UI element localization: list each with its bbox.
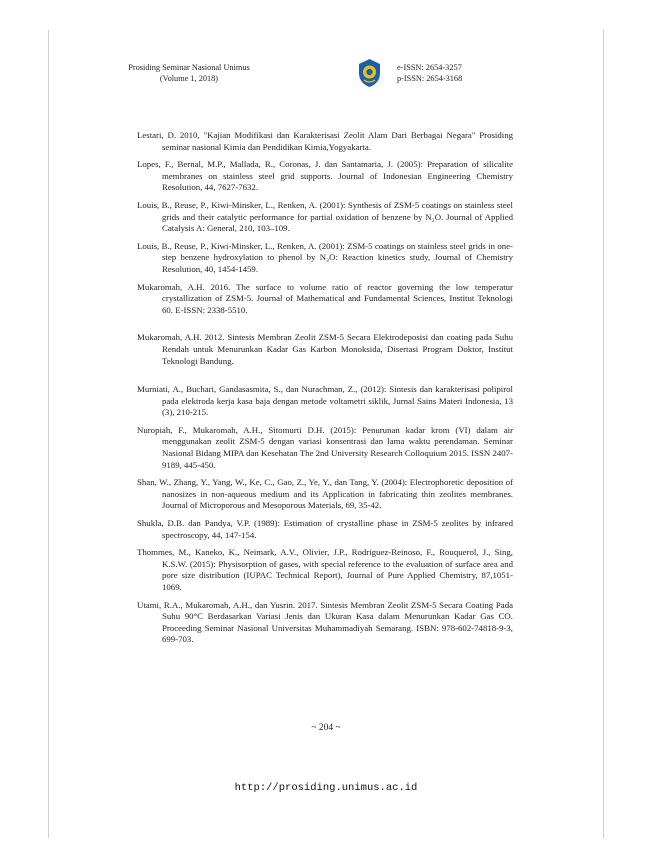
reference-item: Louis, B., Reuse, P., Kiwi-Minsker, L., Renken, A. (2001): ZSM-5 coatings on stainless steel grids in one-step benzene hydroxylation to phenol by N₂O: Reaction kinetics study, Journal of Chemistry Resolution, 40, 1454-1459. [137, 240, 513, 274]
header-journal-title: Prosiding Seminar Nasional Unimus [128, 63, 250, 72]
reference-item: Utami, R.A., Mukaromah, A.H., dan Yusrin. 2017. Sintesis Membran Zeolit ZSM-5 Secara Coating Pada Suhu 90°C Berdasarkan Variasi Jenis dan Ukuran Kasa dalam Menurunkan Kadar Gas CO. Proceeding Seminar Nasional Universitas Muhammadiyah Semarang. ISBN: 978-602-74818-9-3, 699-703. [137, 599, 513, 645]
page-header [49, 54, 603, 94]
header-pissn: p-ISSN: 2654-3168 [397, 74, 463, 83]
header-volume: (Volume 1, 2018) [159, 74, 219, 83]
page-number: ~ 204 ~ [311, 723, 341, 733]
reference-item: Shan, W., Zhang, Y., Yang, W., Ke, C., Gao, Z., Ye, Y., dan Tang, Y. (2004): Electrophoretic deposition of nanosizes in non-aqueous medium and its Application in fabricating thin zeolites membranes. Journal of Microporous and Mesoporous Materials, 69, 35-42. [137, 477, 513, 511]
reference-item: Murniati, A., Buchari, Gandasasmita, S., dan Nurachman, Z., (2012): Sintesis dan karakterisasi polipirol pada elektroda kerja kasa baja dengan metode voltametri siklik, Jurnal Sains Materi Indonesia, 13 (3), 210-215. [137, 384, 513, 418]
reference-item: Louis, B., Reuse, P., Kiwi-Minsker, L., Renken, A. (2001): Synthesis of ZSM-5 coatings on stainless steel grids and their catalytic performance for partial oxidation of benzene by N₂O. Journal of Applied Catalysis A: General, 210, 103–109. [137, 199, 513, 234]
document-page [48, 30, 604, 838]
reference-item: Mukaromah, A.H. 2012. Sintesis Membran Zeolit ZSM-5 Secara Elektrodeposisi dan coating pada Suhu Rendah untuk Menurunkan Kadar Gas Karbon Monoksida, Disertasi Program Doktor, Institut Teknologi Bandung. [137, 332, 513, 366]
reference-list [137, 130, 513, 652]
header-issn-info [397, 62, 557, 84]
reference-item: Lestari, D. 2010, "Kajian Modifikasi dan Karakterisasi Zeolit Alam Dari Berbagai Negara" Prosiding seminar nasional Kimia dan Pendidikan Kimia,Yogyakarta. [137, 130, 513, 152]
reference-item: Nuropiah, F., Mukaromah, A.H., Sitomurti D.H. (2015): Penurunan kadar krom (VI) dalam air menggunakan zeolit ZSM-5 dengan variasi konsentrasi dan lama waktu perendaman. Seminar Nasional Bidang MIPA dan Kesehatan The 2nd University Research Colloquium 2015. ISSN 2407-9189, 445-450. [137, 424, 513, 470]
header-journal-info [94, 62, 284, 84]
unimus-logo-icon [357, 58, 382, 88]
reference-item: Mukaromah, A.H. 2016. The surface to volume ratio of reactor governing the low temperatur crystallization of ZSM-5. Journal of Mathematical and Fundamental Sciences, Institut Teknologi 60. E-ISSN: 2338-5510. [137, 281, 513, 315]
header-eissn: e-ISSN: 2654-3257 [397, 63, 462, 72]
reference-item: Shukla, D.B. dan Pandya, V.P. (1989): Estimation of crystalline phase in ZSM-5 zeolites by infrared spectroscopy, 44, 147-154. [137, 518, 513, 540]
footer-url-link[interactable]: http://prosiding.unimus.ac.id [234, 782, 418, 794]
reference-item: Lopes, F., Bernal, M.P., Mallada, R., Coronas, J. dan Santamaria, J. (2005): Preparation of silicalite membranes on stainless steel grid supports. Journal of Indonesian Engineering Chemistry Resolution, 44, 7627-7632. [137, 159, 513, 193]
reference-item: Thommes, M., Kaneko, K., Neimark, A.V., Olivier, J.P., Rodriguez-Reinoso, F., Rouquerol, J., Sing, K.S.W. (2015): Physisorption of gases, with special reference to the evaluation of surface area and pore size distribution (IUPAC Technical Report), Journal of Pure Applied Chemistry, 87,1051-1069. [137, 547, 513, 592]
